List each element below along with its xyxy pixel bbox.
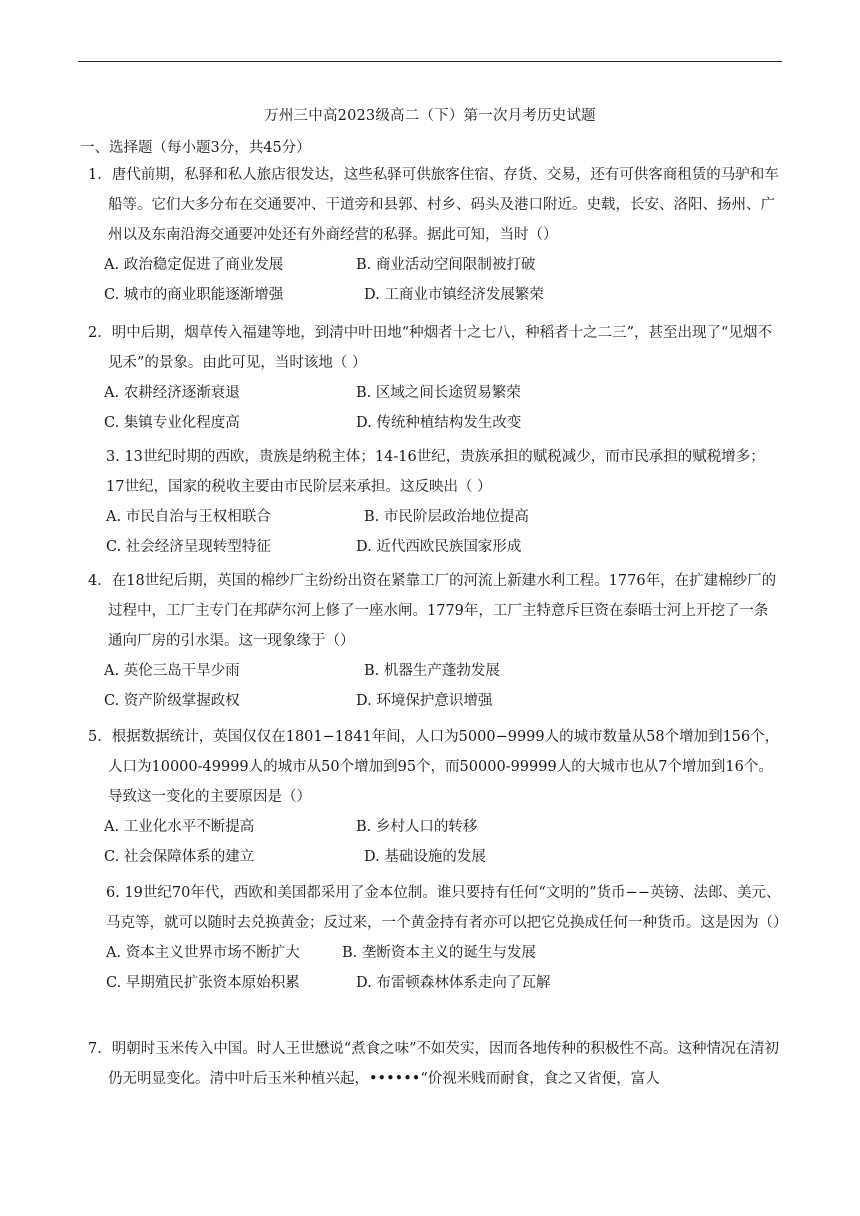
- question-stem: 7．明朝时玉米传入中国。时人王世懋说“煮食之味”不如芡实，因而各地传种的积极性不高。这种情况在清初仍无明显变化。清中叶后玉米种植兴起，••••••“价视米贱而耐食，食之又省便，富人: [88, 1041, 780, 1087]
- question-3: [106, 442, 782, 562]
- option-d: D. 工商业市镇经济发展繁荣: [364, 287, 544, 303]
- question-stem: 4．在18世纪后期，英国的棉纱厂主纷纷出资在紧靠工厂的河流上新建水利工程。1776年，在扩建棉纱厂的过程中，工厂主专门在邦萨尔河上修了一座水闸。1779年，工厂主特意斥巨资在泰晤士河上开挖了一条通向厂房的引水渠。这一现象缘于（）: [88, 573, 777, 649]
- option-b: B. 垄断资本主义的诞生与发展: [342, 945, 536, 961]
- question-4: [88, 566, 782, 716]
- option-a: A. 资本主义世界市场不断扩大: [106, 945, 300, 961]
- option-c: C. 社会经济呈现转型特征: [106, 539, 271, 555]
- option-b: B. 市民阶层政治地位提高: [364, 509, 529, 525]
- question-stem: 2．明中后期，烟草传入福建等地，到清中叶田地“种烟者十之七八，种稻者十之二三”，甚至出现了“见烟不见禾”的景象。由此可见，当时该地（ ）: [88, 325, 772, 371]
- question-stem: 6. 19世纪70年代，西欧和美国都采用了金本位制。谁只要持有任何“文明的”货币−−英镑、法郎、美元、马克等，就可以随时去兑换黄金；反过来，一个黄金持有者亦可以把它兑换成任何一种货币。这是因为（）: [106, 885, 788, 931]
- option-b: B. 区域之间长途贸易繁荣: [356, 385, 521, 401]
- option-d: D. 环境保护意识增强: [356, 693, 493, 709]
- option-c: C. 城市的商业职能逐渐增强: [104, 287, 284, 303]
- exam-title: 万州三中高2023级高二（下）第一次月考历史试题: [264, 108, 596, 124]
- option-d: D. 传统种植结构发生改变: [356, 415, 522, 431]
- question-2: [88, 318, 782, 438]
- option-d: D. 布雷顿森林体系走向了瓦解: [356, 975, 551, 991]
- option-d: D. 基础设施的发展: [364, 849, 486, 865]
- option-a: A. 政治稳定促进了商业发展: [104, 257, 284, 273]
- option-c: C. 早期殖民扩张资本原始积累: [106, 975, 300, 991]
- question-stem: 1．唐代前期，私驿和私人旅店很发达，这些私驿可供旅客住宿、存货、交易，还有可供客商租赁的马驴和车船等。它们大多分布在交通要冲、干道旁和县郭、村乡、码头及港口附近。史载，长安、洛阳、扬州、广州以及东南沿海交通要冲处还有外商经营的私驿。据此可知，当时（）: [88, 167, 779, 243]
- question-6: [106, 878, 788, 998]
- question-1: [88, 160, 782, 310]
- question-stem: 5．根据数据统计，英国仅仅在1801−1841年间，人口为5000−9999人的城市数量从58个增加到156个，人口为10000-49999人的城市从50个增加到95个，而50000-99999人的大城市也从7个增加到16个。导致这一变化的主要原因是（）: [88, 729, 780, 805]
- question-stem: 3. 13世纪时期的西欧，贵族是纳税主体；14-16世纪，贵族承担的赋税减少，而市民承担的赋税增多；17世纪，国家的税收主要由市民阶层来承担。这反映出（ ）: [106, 449, 765, 495]
- option-a: A. 英伦三岛干旱少雨: [104, 663, 240, 679]
- option-b: B. 机器生产蓬勃发展: [364, 663, 500, 679]
- option-d: D. 近代西欧民族国家形成: [356, 539, 522, 555]
- question-7: [88, 1034, 782, 1094]
- option-a: A. 工业化水平不断提高: [104, 819, 255, 835]
- option-c: C. 集镇专业化程度高: [104, 415, 240, 431]
- header-rule: [78, 61, 782, 62]
- option-c: C. 资产阶级掌握政权: [104, 693, 240, 709]
- option-b: B. 乡村人口的转移: [356, 819, 478, 835]
- option-b: B. 商业活动空间限制被打破: [356, 257, 536, 273]
- section-heading: 一、选择题（每小题3分，共45分）: [80, 140, 311, 156]
- option-a: A. 市民自治与王权相联合: [106, 509, 271, 525]
- question-5: [88, 722, 782, 872]
- option-a: A. 农耕经济逐渐衰退: [104, 385, 240, 401]
- option-c: C. 社会保障体系的建立: [104, 849, 255, 865]
